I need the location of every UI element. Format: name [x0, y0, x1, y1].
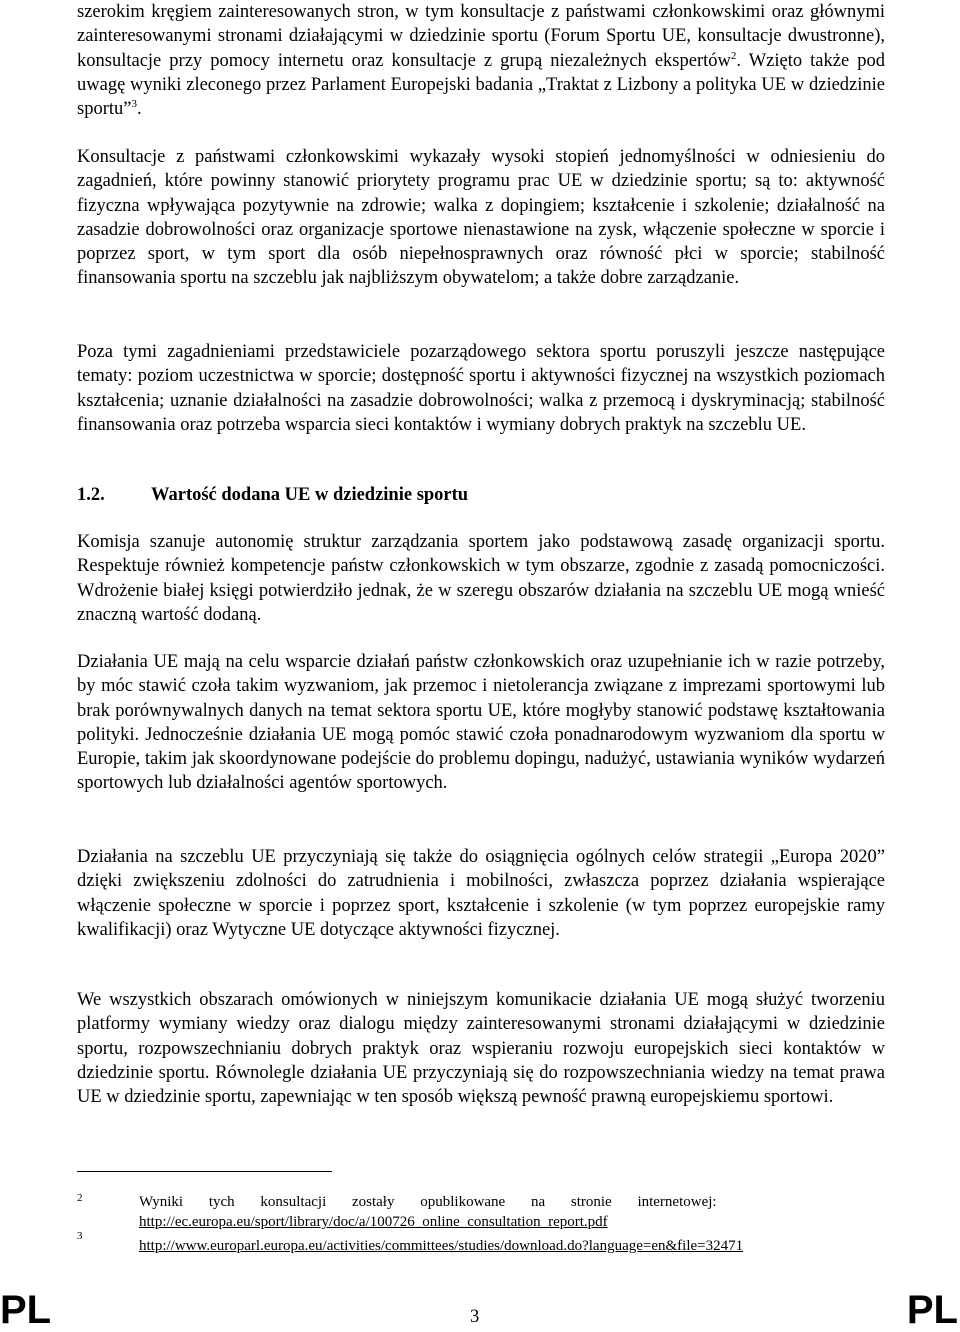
footnote-3-number: 3 [77, 1230, 83, 1242]
footnote-3-link[interactable]: http://www.europarl.europa.eu/activities/committees/studies/download.do?language=en&file=32471 [139, 1238, 744, 1254]
footnote-2 [77, 1192, 885, 1232]
paragraph-1-text-a: szerokim kręgiem zainteresowanych stron, w tym konsultacje z państwami członkowskimi oraz głównymi zainteresowanymi stronami działającymi w dziedzinie sportu (Forum Sportu UE, konsultacje dwustronne), konsultacje przy pomocy internetu oraz konsultacje z grupą niezależnych ekspertów [77, 2, 885, 71]
language-code-right: PL [906, 1288, 958, 1332]
paragraph-1 [77, 0, 885, 121]
paragraph-1-text-c: . [136, 99, 142, 120]
footnote-2-link[interactable]: http://ec.europa.eu/sport/library/doc/a/100726_online_consultation_report.pdf [139, 1214, 608, 1230]
paragraph-1-text-b: . Wzięto także pod uwagę wyniki zleconego przez Parlament Europejski badania „Traktat z Lizbony a polityka UE w dziedzinie sportu” [77, 50, 885, 120]
footnote-ref-3[interactable]: 3 [131, 98, 137, 111]
section-paragraph-1: Komisja szanuje autonomię struktur zarządzania sportem jako podstawową zasadę organizacji sportu. Respektuje również kompetencje państw członkowskich w tym obszarze, zgodnie z zasadą pomocniczości. Wdrożenie białej księgi potwierdziło jednak, że w szeregu obszarów działania na szczeblu UE mogą wnieść znaczną wartość dodaną. [77, 532, 885, 625]
footnote-2-number: 2 [77, 1192, 83, 1204]
section-heading [77, 483, 468, 507]
section-paragraph-3: Działania na szczeblu UE przyczyniają się także do osiągnięcia ogólnych celów strategii „Europa 2020” dzięki zwiększeniu zdolności do zatrudnienia i mobilności, zwłaszcza poprzez działania wspierające włączenie społeczne w sporcie i poprzez sport, kształcenie i szkolenie (w tym poprzez europejskie ramy kwalifikacji) oraz Wytyczne UE dotyczące aktywności fizycznej. [77, 847, 885, 940]
paragraph-3: Poza tymi zagadnieniami przedstawiciele pozarządowego sektora sportu poruszyli jeszcze następujące tematy: poziom uczestnictwa w sporcie; dostępność sportu i aktywności fizycznej na wszystkich poziomach kształcenia; uznanie działalności na zasadzie dobrowolności; walka z przemocą i dyskryminacją; stabilność finansowania oraz potrzeba wsparcia sieci kontaktów i wymiany dobrych praktyk na szczeblu UE. [77, 342, 885, 435]
section-title: Wartość dodana UE w dziedzinie sportu [151, 485, 469, 505]
section-number: 1.2. [77, 485, 105, 505]
section-paragraph-2: Działania UE mają na celu wsparcie działań państw członkowskich oraz uzupełnianie ich w razie potrzeby, by móc stawić czoła takim wyzwaniom, jak przemoc i nietolerancja związane z imprezami sportowymi lub brak porównywalnych danych na temat sektora sportu UE, które mogłyby stanowić podstawę kształtowania polityki. Jednocześnie działania UE mogą pomóc stawić czoła ponadnarodowym wyzwaniom dla sportu w Europie, takim jak skoordynowane podejście do problemu dopingu, nadużyć, ustawiania wyników wydarzeń sportowych lub działalności agentów sportowych. [77, 652, 885, 794]
footnote-separator [77, 1171, 332, 1172]
footnote-2-body [139, 1192, 885, 1232]
footnote-2-text: Wyniki tych konsultacji zostały opublikowane na stronie internetowej: [139, 1194, 717, 1210]
footnote-3 [77, 1230, 885, 1256]
footnote-3-body [139, 1236, 885, 1256]
page-number: 3 [470, 1307, 480, 1327]
section-paragraph-4: We wszystkich obszarach omówionych w niniejszym komunikacie działania UE mogą służyć tworzeniu platformy wymiany wiedzy oraz dialogu między zainteresowanymi stronami działającymi w dziedzinie sportu, rozpowszechnianiu dobrych praktyk oraz wspieraniu rozwoju europejskich sieci kontaktów w dziedzinie sportu. Równolegle działania UE przyczyniają się do rozpowszechniania wiedzy na temat prawa UE w dziedzinie sportu, zapewniając w ten sposób większą pewność prawną europejskiemu sportowi. [77, 990, 885, 1108]
language-code-left: PL [0, 1288, 52, 1332]
footnote-ref-2[interactable]: 2 [730, 49, 737, 62]
paragraph-2: Konsultacje z państwami członkowskimi wykazały wysoki stopień jednomyślności w odniesieniu do zagadnień, które powinny stanowić priorytety programu prac UE w dziedzinie sportu; są to: aktywność fizyczna wpływająca pozytywnie na zdrowie; walka z dopingiem; kształcenie i szkolenie; działalność na zasadzie dobrowolności oraz organizacje sportowe nienastawione na zysk, włączenie społeczne w sporcie i poprzez sport, w tym sport dla osób niepełnosprawnych oraz równość płci w sporcie; stabilność finansowania sportu na szczeblu jak najbliższym obywatelom; a także dobre zarządzanie. [77, 147, 885, 289]
